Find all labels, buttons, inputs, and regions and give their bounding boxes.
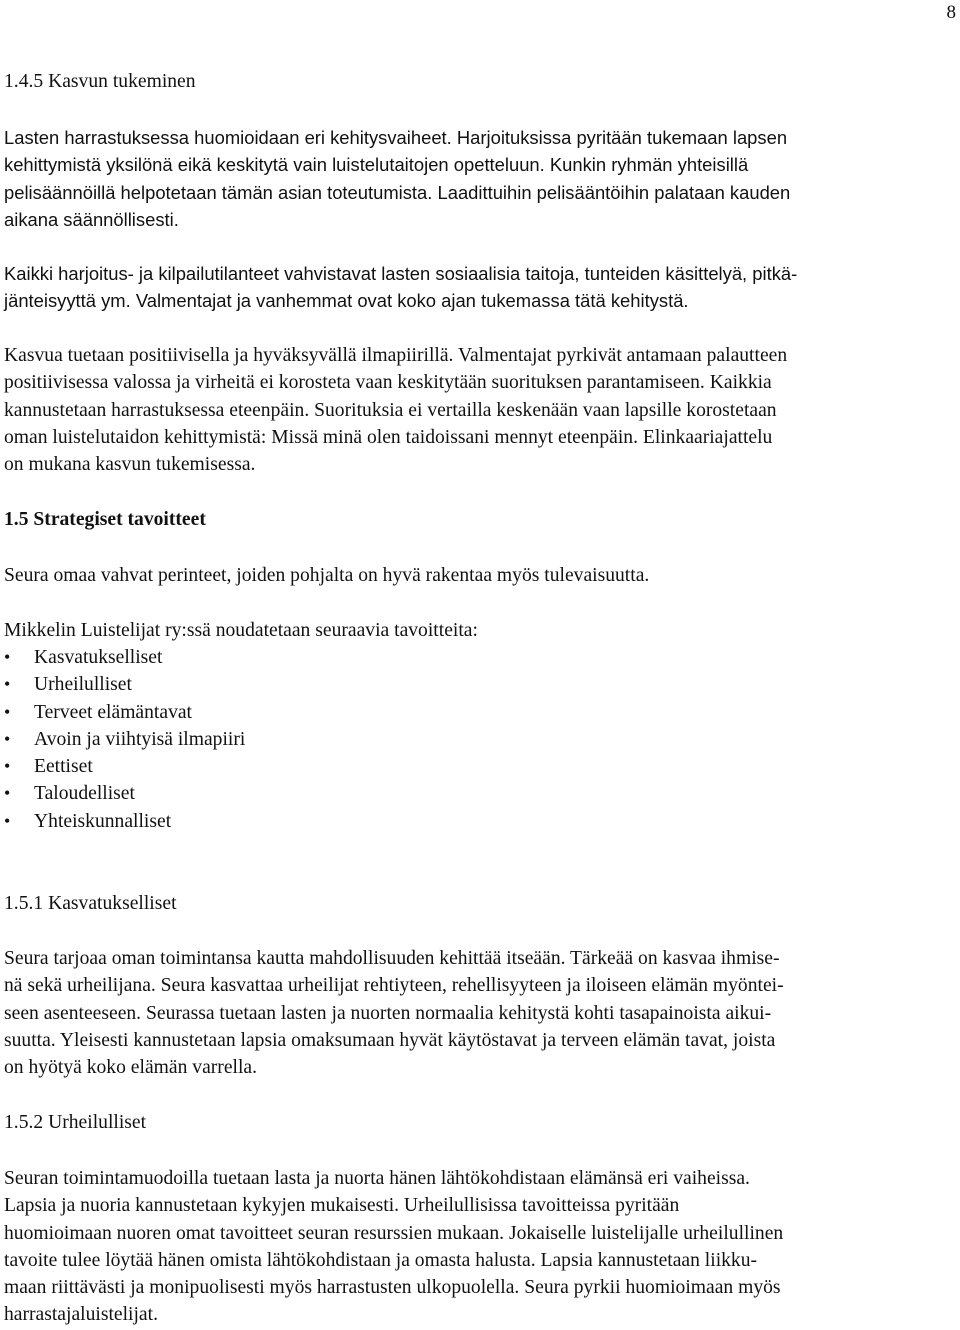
text-line: suutta. Yleisesti kannustetaan lapsia omaksumaan hyvät käytöstavat ja terveen elämän tavat, joista xyxy=(4,1029,776,1051)
section-heading-kasvatukselliset: 1.5.1 Kasvatukselliset xyxy=(4,893,177,914)
goal-label: Terveet elämäntavat xyxy=(34,701,193,723)
section-heading-strategiset-tavoitteet: 1.5 Strategiset tavoitteet xyxy=(4,509,206,530)
text-line: on mukana kasvun tukemisessa. xyxy=(4,454,256,476)
text-line: Kasvua tuetaan positiivisella ja hyväksyvällä ilmapiirillä. Valmentajat pyrkivät antamaan palautteen xyxy=(4,345,788,366)
text-line: seen asenteeseen. Seurassa tuetaan lasten ja nuorten normaalia kehitystä kohti tasapainoista aikui- xyxy=(4,1002,772,1024)
bullet-icon: • xyxy=(4,647,11,667)
paragraph-kasvun-tukeminen-3 xyxy=(4,342,956,478)
goal-label: Urheilulliset xyxy=(34,674,132,696)
goal-item xyxy=(4,726,956,753)
bullet-icon: • xyxy=(4,756,11,777)
text-line: Seura tarjoaa oman toimintansa kautta mahdollisuuden kehittää itseään. Tärkeää on kasvaa ihmise- xyxy=(4,948,780,969)
section-heading-kasvun-tukeminen: 1.4.5 Kasvun tukeminen xyxy=(4,71,196,92)
goal-item xyxy=(4,808,956,835)
goal-item xyxy=(4,644,956,671)
paragraph-kasvun-tukeminen-2 xyxy=(4,260,956,315)
paragraph-strategiset-intro: Seura omaa vahvat perinteet, joiden pohjalta on hyvä rakentaa myös tulevaisuutta. xyxy=(4,565,650,586)
text-line: pelisäännöillä helpotetaan tämän asian toteutumista. Laadittuihin pelisääntöihin palataan kauden xyxy=(4,181,791,203)
goal-item xyxy=(4,780,956,807)
text-line: Lasten harrastuksessa huomioidaan eri kehitysvaiheet. Harjoituksissa pyritään tukemaan lapsen xyxy=(4,127,788,148)
paragraph-kasvun-tukeminen-1 xyxy=(4,124,956,233)
section-heading-urheilulliset: 1.5.2 Urheilulliset xyxy=(4,1112,147,1133)
goal-label: Taloudelliset xyxy=(34,783,135,805)
bullet-icon: • xyxy=(4,728,11,749)
text-line: oman luistelutaidon kehittymistä: Missä minä olen taidoissani mennyt eteenpäin. Elinkaariajattelu xyxy=(4,426,773,448)
bullet-icon: • xyxy=(4,701,11,722)
text-line: Kaikki harjoitus- ja kilpailutilanteet vahvistavat lasten sosiaalisia taitoja, tunteiden käsittelyä, pitkä- xyxy=(4,263,798,284)
goal-label: Eettiset xyxy=(34,756,93,778)
bullet-icon: • xyxy=(4,783,11,804)
goal-item xyxy=(4,753,956,780)
text-line: on hyötyä koko elämän varrella. xyxy=(4,1057,257,1079)
text-line: Lapsia ja nuoria kannustetaan kykyjen mukaisesti. Urheilullisissa tavoitteissa pyritään xyxy=(4,1195,680,1217)
goal-item xyxy=(4,699,956,726)
bullet-icon: • xyxy=(4,674,11,695)
text-line: aikana säännöllisesti. xyxy=(4,208,179,230)
paragraph-urheilulliset xyxy=(4,1165,956,1329)
goal-label: Yhteiskunnalliset xyxy=(34,810,172,832)
bullet-icon: • xyxy=(4,810,11,831)
goal-label: Avoin ja viihtyisä ilmapiiri xyxy=(34,728,246,750)
goals-list xyxy=(4,644,956,835)
goals-intro: Mikkelin Luistelijat ry:ssä noudatetaan seuraavia tavoitteita: xyxy=(4,620,478,641)
goal-item xyxy=(4,671,956,698)
page-number: 8 xyxy=(946,2,956,23)
text-line: Seuran toimintamuodoilla tuetaan lasta ja nuorta hänen lähtökohdistaan elämänsä eri vaiheissa. xyxy=(4,1168,750,1189)
paragraph-kasvatukselliset xyxy=(4,945,956,1081)
text-line: tavoite tulee löytää hänen omista lähtökohdistaan ja omasta halusta. Lapsia kannustetaan liikku- xyxy=(4,1249,758,1271)
goal-label: Kasvatukselliset xyxy=(34,647,163,668)
text-line: positiivisessa valossa ja virheitä ei korosteta vaan keskitytään suorituksen parantamiseen. Kaikkia xyxy=(4,372,772,394)
text-line: jänteisyyttä ym. Valmentajat ja vanhemmat ovat koko ajan tukemassa tätä kehitystä. xyxy=(4,290,689,312)
text-line: kehittymistä yksilönä eikä keskitytä vain luistelutaitojen opetteluun. Kunkin ryhmän yhteisillä xyxy=(4,154,749,176)
text-line: kannustetaan harrastuksessa eteenpäin. Suorituksia ei vertailla keskenään vaan lapsille korostetaan xyxy=(4,399,777,421)
text-line: harrastajaluistelijat. xyxy=(4,1304,158,1326)
text-line: huomioimaan nuoren omat tavoitteet seuran resurssien mukaan. Jokaiselle luistelijalle urheilullinen xyxy=(4,1222,784,1244)
text-line: nä sekä urheilijana. Seura kasvattaa urheilijat rehtiyteen, rehellisyyteen ja iloiseen elämän myöntei- xyxy=(4,975,784,997)
text-line: maan riittävästi ja monipuolisesti myös harrastusten ulkopuolella. Seura pyrkii huomioimaan myös xyxy=(4,1277,781,1299)
